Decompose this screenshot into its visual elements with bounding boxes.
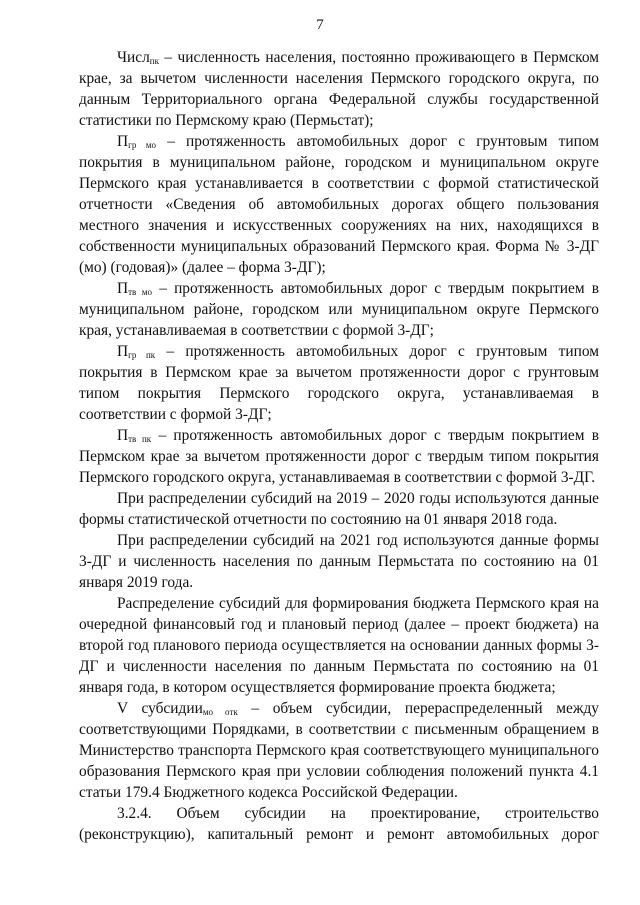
- formula-symbol: П: [117, 343, 129, 360]
- paragraph-2021: При распределении субсидий на 2021 год используются данные формы 3-ДГ и численность населения по данным Пермьстата по состоянию на 01 января 2019 года.: [79, 532, 599, 591]
- definition-paved-roads-region: [79, 425, 599, 488]
- definition-text: – протяженность автомобильных дорог с грунтовым типом покрытия в муниципальном районе, городском и муниципальном округе Пермского края устанавливается в соответствии с формой статистической отчетности «Сведения об автомобильных дорогах общего пользования местного значения и искусственных сооружениях на них, находящихся в собственности муниципальных образований Пермского края. Форма № 3-ДГ (мо) (годовая)» (далее – форма 3-ДГ);: [79, 133, 599, 276]
- definition-dirt-roads-region: [79, 341, 599, 425]
- formula-symbol: Числ: [117, 49, 150, 66]
- definition-text: – протяженность автомобильных дорог с грунтовым типом покрытия в Пермском крае за вычетом протяженности дорог с грунтовым типом покрытия Пермского городского округа, устанавливаемая в соответствии с формой 3-ДГ;: [79, 343, 599, 423]
- definition-text: – численность населения, постоянно проживающего в Пермском крае, за вычетом численности населения Пермского городского округа, по данным Территориального органа Федеральной службы государственной статистики по Пермскому краю (Пермьстат);: [79, 49, 599, 129]
- definition-text: – протяженность автомобильных дорог с твердым покрытием в муниципальном районе, городском или муниципальном округе Пермского края, устанавливаемая в соответствии с формой 3-ДГ;: [79, 280, 599, 339]
- paragraph-budget-distribution: Распределение субсидий для формирования бюджета Пермского края на очередной финансовый год и плановый период (далее – проект бюджета) на второй год планового периода осуществляется на основании данных формы 3-ДГ и численности населения по данным Пермьстата по состоянию на 01 января года, в котором осуществляется формирование проекта бюджета;: [79, 595, 599, 696]
- formula-subscript: тв мо: [128, 287, 153, 297]
- document-body: [79, 47, 599, 845]
- definition-dirt-roads-municipal: [79, 131, 599, 278]
- formula-subscript: тв пк: [128, 434, 152, 444]
- formula-symbol: П: [117, 133, 129, 150]
- definition-population: [79, 47, 599, 131]
- formula-symbol: V субсидии: [117, 700, 203, 717]
- paragraph-2019-2020: При распределении субсидий на 2019 – 2020 годы используются данные формы статистической отчетности по состоянию на 01 января 2018 года.: [79, 490, 599, 528]
- formula-symbol: П: [117, 280, 129, 297]
- definition-paved-roads-municipal: [79, 278, 599, 341]
- formula-subscript: гр мо: [128, 140, 157, 150]
- definition-text: – протяженность автомобильных дорог с твердым покрытием в Пермском крае за вычетом протяженности дорог с твердым типом покрытия Пермского городского округа, устанавливаемая в соответствии с формой 3-ДГ.: [79, 427, 599, 486]
- definition-text: – объем субсидии, перераспределенный между соответствующими Порядками, в соответствии с письменным обращением в Министерство транспорта Пермского края соответствующего муниципального образования Пермского края при условии соблюдения положений пункта 4.1 статьи 179.4 Бюджетного кодекса Российской Федерации.: [79, 700, 599, 801]
- formula-subscript: пк: [149, 56, 159, 66]
- formula-subscript: мо отк: [202, 707, 238, 717]
- page-number: 7: [316, 17, 324, 33]
- definition-subsidy-volume: [79, 698, 599, 803]
- section-3-2-4: 3.2.4. Объем субсидии на проектирование, строительство (реконструкцию), капитальный ремонт и ремонт автомобильных дорог: [79, 805, 599, 843]
- formula-symbol: П: [117, 427, 129, 444]
- formula-subscript: гр пк: [128, 350, 156, 360]
